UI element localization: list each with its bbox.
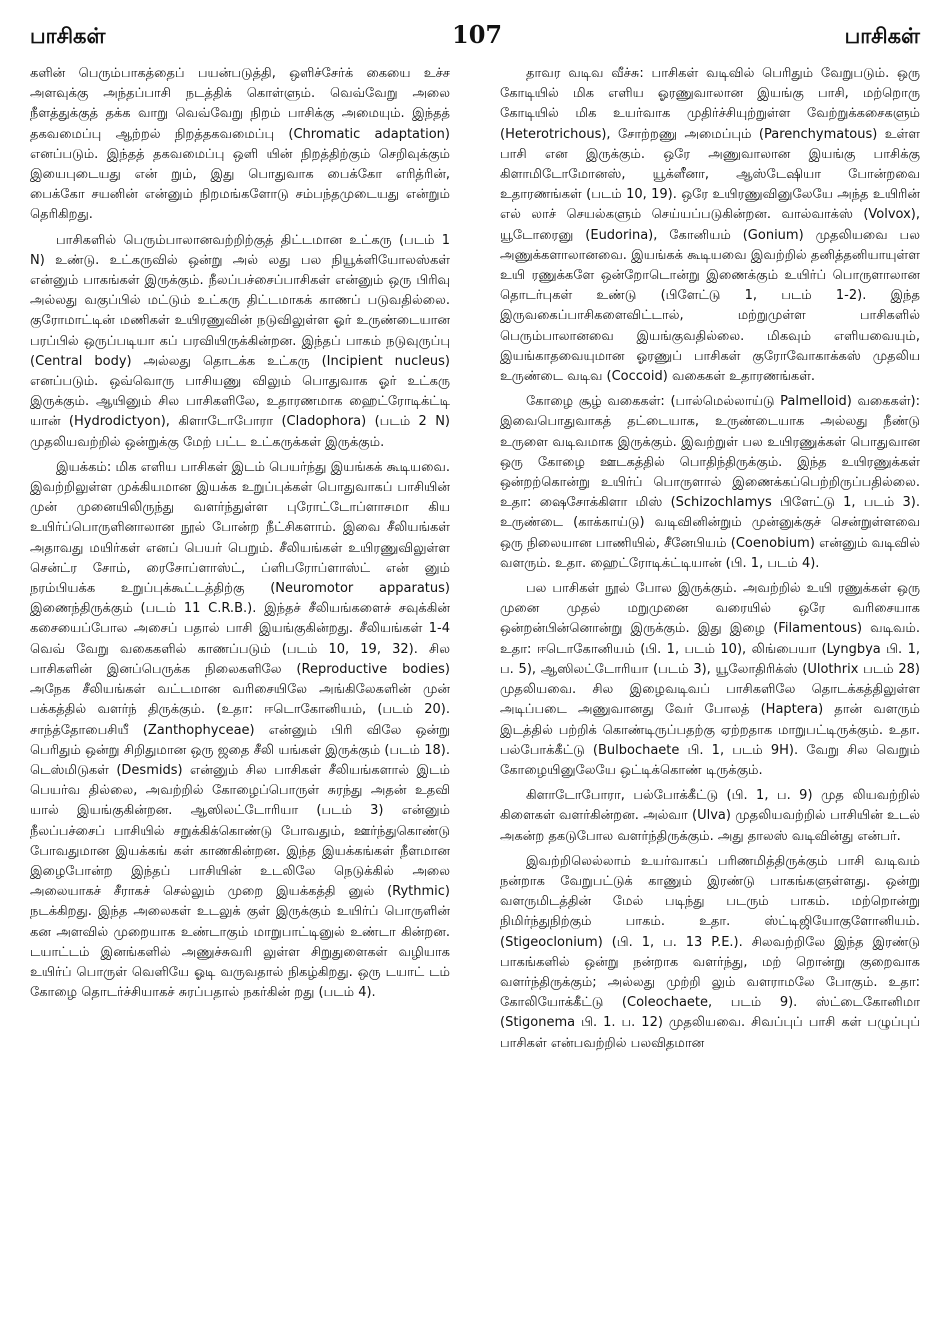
paragraph: பாசிகளில் பெரும்பாலானவற்றிற்குத் திட்டமான உட்கரு (படம் 1 N) உண்டு. உட்கருவில் ஒன்று அல் லது பல நியூக்ளியோலஸ்கள் என்னும் பாகங்கள் இருக்கும். நீலப்பச்சைப்பாசிகள் என்னும் ஒரு பிரிவு அல்லது வகுப்பில் மட்டும் உட்கரு திட்டமாகக் காணப் படுவதில்லை. குரோமாட்டின் மணிகள் உயிரணுவின் நடுவிலுள்ள ஓர் உருண்டையான பரப்பில் ஒருப்படியா கப் பரவியிருக்கின்றன. இந்தப் பாகம் நடுவுருப்பு (Central body) அல்லது தொடக்க உட்கரு (Incipient nucleus) எனப்படும். ஒவ்வொரு பாசியணு விலும் பொதுவாக ஓர் உட்கரு இருக்கும். ஆயினும் சில பாசிகளிலே, உதாரணமாக ஹைட்ரோடிக்ட்டி யான் (Hydrodictyon), கிளாடோபோரா (Cladophora) (படம் 2 N) முதலியவற்றில் ஒன்றுக்கு மேற் பட்ட உட்கருக்கள் இருக்கும். [30,232,450,450]
running-header-right: பாசிகள் [844,24,920,48]
page-number: 107 [452,20,503,49]
paragraph: கிளாடோபோரா, பல்போக்கீட்டு (பி. 1, ப. 9) முத லியவற்றில் கிளைகள் வளர்கின்றன. அல்வா (Ulva) முதலியவற்றில் பாசியின் உடல் அகன்ற தகடுபோல வளர்ந்திருக்கும். அது தாலஸ் வடிவின்து என்பர். [500,788,920,844]
running-header-left: பாசிகள் [30,24,106,48]
paragraph: இயக்கம்: மிக எளிய பாசிகள் இடம் பெயர்ந்து இயங்கக் கூடியவை. இவற்றிலுள்ள முக்கியமான இயக்க உறுப்புக்கள் பொதுவாகப் பாசியின் முன் முனையிலிருந்து வளர்ந்துள்ள புரோட்டோப்ளாசமா கிய உயிர்ப்பொருளினாலான நூல் போன்ற நீட்சிகளாம். இவை சீலியங்கள் அதாவது மயிர்கள் எனப் பெயர் பெறும். சீலியங்கள் உயிரணுவிலுள்ள சென்ட்ர சோம், ரைசோப்ளாஸ்ட், ப்ளிபரோப்ளாஸ்ட் என் னும் நரம்பியக்க உறுப்புக்கூட்டத்திற்கு (Neuromotor apparatus) இணைந்திருக்கும் (படம் 11 C.R.B.). இந்தச் சீலியங்களைச் சவுக்கின் கசையைப்போல அசைப் பதால் பாசி இயங்குகின்றது. சீலியங்கள் 1-4 வெவ் வேறு வகைகளில் காணப்படும் (படம் 10, 19, 32). சில பாசிகளின் இனப்பெருக்க நிலைகளிலே (Reproductive bodies) அநேக சீலியங்கள் வட்டமான வரிசையிலே அங்கிலேகளின் முன் பக்கத்தில் வளர்ந் திருக்கும். (உதா: ஈடொகோனியம், (படம் 20). சாந்த்தோபைசியீ (Zanthophyceae) என்னும் பிரி விலே ஒன்று பெரிதும் ஒன்று சிறிதுமான ஒரு ஜதை சீலி யங்கள் இருக்கும் (படம் 18). டெஸ்மிடுகள் (Desmids) என்னும் சில பாசிகள் சீலியங்களால் இடம் பெயர்வ தில்லை, அவற்றில் கோழைப்பொருள் சுரந்து அதன் உதவி யால் இயங்குகின்றன. ஆஸிலட்டோரியா (படம் 3) என்னும் நீலப்பச்சைப் பாசியில் சறுக்கிக்கொண்டு போவதும், ஊர்ந்துகொண்டு போவதுமான இயக்கங் கள் காணகின்றன. இந்த இயக்கங்கள் நீளமான இழைபோன்ற இந்தப் பாசியின் உடலிலே நெடுக்கில் அலை அலையாகச் சீராகச் செல்லும் முறை இயக்கத்தி னுல் (Rythmic) நடக்கிறது. இந்த அலைகள் உடலுக் குள் இருக்கும் உயிர்ப் பொருளின் கன அளவில் முறையாக உண்டாகும் மாறுபாட்டினுல் உண்டா கின்றன. டயாட்டம் இனங்களில் அணுச்சுவரி லுள்ள சிறுதுளைகள் வழியாக உயிர்ப் பொருள் வெளியே ஓடி வருவதால் நிகழ்கிறது. ஒரு டயாட் டம் கோழை தொடர்ச்சியாகச் சுரப்பதால் நகர்கின் றது (படம் 4). [30,459,450,1001]
paragraph: இவற்றிலெல்லாம் உயர்வாகப் பரிணமித்திருக்கும் பாசி வடிவம் நன்றாக வேறுபட்டுக் காணும் இரண்டு பாகங்களுள்ளது. ஒன்று வளருமிடத்தின் மேல் படிந்து படரும் பாகம். மற்றொன்று நிமிர்ந்துநிற்கும் பாகம். உதா. ஸ்ட்டிஜியோகுளோனியம். (Stigeoclonium) (பி. 1, ப. 13 P.E.). சிலவற்றிலே இந்த இரண்டு பாகங்களில் ஒன்று நன்றாக வளர்ந்து, மற் றொன்று குறைவாக வளர்ந்திருக்கும்; அல்லது முற்றி லும் வளராமலே போகும். உதா: கோலியோக்கீட்டு (Coleochaete, படம் 9). ஸ்ட்டைகோனிமா (Stigonema பி. 1. ப. 12) முதலியவை. சிவப்புப் பாசி கள் பழுப்புப் பாசிகள் என்பவற்றில் பலவிதமான [500,853,920,1051]
paragraph: பல பாசிகள் நூல் போல இருக்கும். அவற்றில் உயி ரணுக்கள் ஒரு முனை முதல் மறுமுனை வரையில் ஒரே வரிசையாக ஒன்றன்பின்னொன்று இருக்கும். இது இழை (Filamentous) வடிவம். உதா: ஈடொகோனியம் (பி. 1, படம் 10), லிங்பையா (Lyngbya பி. 1, ப. 5), ஆஸிலட்டோரியா (படம் 3), யூலோதிரிக்ஸ் (Ulothrix படம் 28) முதலியவை. சில இழைவடிவப் பாசிகளிலே தொடக்கத்திலுள்ள அடிப்படை அணுவானது வேர் போலத் (Haptera) தான் வளரும் இடத்தில் பற்றிக் கொண்டிருப்பதற்கு ஏற்றதாக மாறுபட்டிருக்கும். உதா. பல்போக்கீட்டு (Bulbochaete பி. 1, படம் 9H). வேறு சில வெறும் கோழையினுலேயே ஒட்டிக்கொண் டிருக்கும். [500,581,920,778]
paragraph: கோழை சூழ் வகைகள்: (பால்மெல்லாய்டு Palmelloid) வகைகள்): இவைபொதுவாகத் தட்டையாக, உருண்டையாக அல்லது நீண்டு உருளை வடிவமாக இருக்கும். இவற்றுள் பல உயிரணுக்கள் பொதுவான ஒரு கோழை ஊடகத்தில் பொதிந்திருக்கும். இந்த உயிரணுக்கள் ஒன்றற்கொன்று உயிர்ப் பொருளால் இணைக்கப்பெற்றிருப்பதில்லை. உதா: ஷைசோக்கிளா மிஸ் (Schizochlamys பிளேட்டு 1, படம் 3). உருண்டை (காக்காய்டு) வடிவினின்றும் முன்னுக்குச் சென்றுள்ளவை ஒரு நிலையான பாணியில், சீனேபியம் (Coenobium) என்னும் வடிவில் வளரும். உதா. ஹைட்ரோடிக்ட்டியான் (பி. 1, படம் 4). [500,394,920,571]
paragraph: களின் பெரும்பாகத்தைப் பயன்படுத்தி, ஒளிச்சேர்க் கையை உச்ச அளவுக்கு அந்தப்பாசி நடத்திக் கொள்ளும். வெவ்வேறு அலை நீளத்துக்குத் தக்க வாறு வெவ்வேறு நிறம் பாசிக்கு அமையும். இந்தத் தகவமைப்பு ஆற்றல் நிறத்தகவமைப்பு (Chromatic adaptation) எனப்படும். இந்தத் தகவமைப்பு ஒளி யின் நிறத்திற்கும் செறிவுக்கும் இயைபுடையது என் றும், இது பொதுவாக பைக்கோ எரித்ரின், பைக்கோ சயனின் என்னும் நிறமங்களோடு சம்பந்தமுடையது என்றும் தெரிகிறது. [30,66,450,223]
left-column [30,64,450,1310]
paragraph: தாவர வடிவ வீச்சு: பாசிகள் வடிவில் பெரிதும் வேறுபடும். ஒரு கோடியில் மிக எளிய ஓரணுவாலான இயங்கு பாசி, மற்றொரு கோடியில் மிக உயர்வாக முதிர்ச்சியுற்றுள்ள வேற்றுக்கசைகளும் (Heterotrichous), சோற்றணு அமைப்பும் (Parenchymatous) உள்ள பாசி என இருக்கும். ஒரே அணுவாலான இயங்கு பாசிக்கு கிளாமிடோமோனஸ், யூக்ளீனா, ஆஸ்டேஷியா போன்றவை உதாரணங்கள் (படம் 10, 19). ஒரே உயிரணுவினுலேயே அந்த உயிரின் எல் லாச் செயல்களும் செய்யப்படுகின்றன. வால்வாக்ஸ் (Volvox), யூடோரைனு (Eudorina), கோனியம் (Gonium) முதலியவை பல அணுக்களாலானவை. இயங்கக் கூடியவை இவற்றில் தனித்தனியாயுள்ள உயி ரணுக்களே ஒன்றோடொன்று இணைக்கும் உயிர்ப் பொருளாலான தொடர்புகள் உண்டு (பிளேட்டு 1, படம் 1-2). இந்த இருவகைப்பாசிகளைவிட்டால், மற்றுமுள்ள பாசிகளில் பெரும்பாலானவை இயங்குவதில்லை. மிகவும் எளியவையும், இயங்காதவையுமான ஓரணுப் பாசிகள் குரோவோகாக்கஸ் முதலிய உருண்டை வடிவ (Coccoid) வகைகள் உதாரணங்கள். [500,66,920,385]
right-column [500,64,920,1310]
